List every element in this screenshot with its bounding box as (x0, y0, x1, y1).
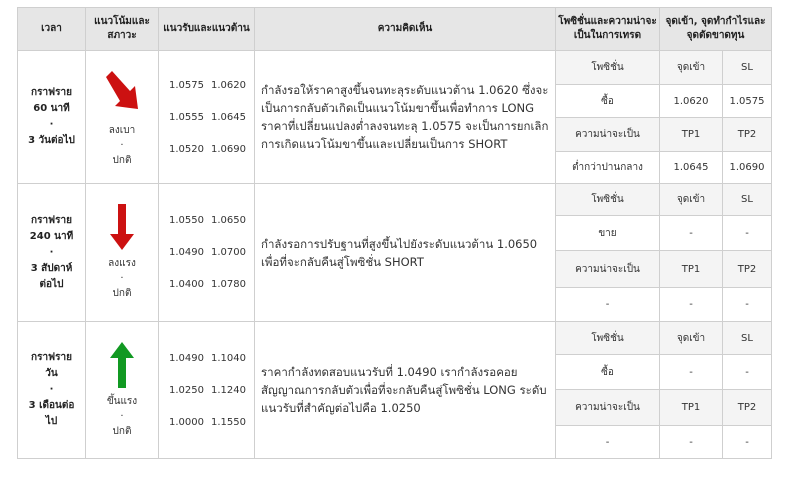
support-value: 1.0000 (169, 416, 204, 428)
timeframe-line: กราฟราย (31, 352, 72, 363)
trade-value-cell: - (660, 426, 723, 459)
level-pair (159, 205, 254, 237)
comment-cell: กำลังรอให้ราคาสูงขึ้นจนทะลุระดับแนวต้าน 1.0620 ซึ่งจะเป็นการกลับตัวเกิดเป็นแนวโน้มขาขึ้นเพื่อทำการ LONG ราคาที่เปลี่ยนแปลงต่ำลงจนทะลุ 1.0575 จะเป็นการยกเลิกการเกิดแนวโน้มขาขึ้นและเปลี่ยนเป็นการ SHORT (255, 51, 556, 184)
timeframe-line: ต่อไป (39, 278, 64, 290)
header-levels: แนวรับและแนวต้าน (159, 8, 255, 51)
resistance-value: 1.1040 (211, 352, 246, 364)
timeframe-cell (18, 51, 86, 184)
timeframe-line: · (49, 119, 54, 130)
table-row (18, 322, 772, 355)
resistance-value: 1.0620 (211, 79, 246, 91)
trade-label-cell: ซื้อ (556, 85, 660, 118)
trend-cell (86, 184, 159, 322)
timeframe-line: 3 สัปดาห์ (30, 262, 73, 274)
trend-text: ลงแรง (108, 258, 136, 269)
support-value: 1.0400 (169, 279, 204, 290)
timeframe-line: 3 เดือนต่อ (28, 400, 75, 411)
trade-value-cell: TP1 (660, 118, 723, 152)
header-position: โพซิชั่นและความน่าจะเป็นในการเทรด (556, 8, 660, 51)
trade-value-cell: 1.0620 (660, 85, 723, 118)
trend-text: · (120, 411, 124, 422)
trade-value-cell: จุดเข้า (660, 184, 723, 216)
timeframe-line: กราฟราย (31, 87, 72, 98)
arrow-up-icon (86, 336, 158, 394)
levels-cell (159, 322, 255, 459)
trade-value-cell: - (723, 355, 772, 390)
trend-text: · (120, 273, 124, 284)
trend-cell (86, 51, 159, 184)
trade-value-cell: - (723, 426, 772, 459)
trade-value-cell: TP2 (723, 118, 772, 152)
support-value: 1.0550 (169, 215, 204, 226)
resistance-value: 1.0690 (211, 143, 246, 155)
trade-value-cell: TP1 (660, 390, 723, 426)
timeframe-cell (18, 322, 86, 459)
trade-value-cell: 1.0645 (660, 152, 723, 184)
support-value: 1.0555 (169, 111, 204, 123)
arrow-down-icon (86, 198, 158, 256)
timeframe-line: · (49, 384, 54, 395)
resistance-value: 1.1550 (211, 416, 246, 428)
trade-value-cell: TP1 (660, 251, 723, 288)
trade-value-cell: - (723, 288, 772, 322)
level-pair (159, 342, 254, 374)
header-trend: แนวโน้มและสภาวะ (86, 8, 159, 51)
level-pair (159, 237, 254, 269)
trade-label-cell: - (556, 288, 660, 322)
level-pair (159, 69, 254, 101)
timeframe-line: กราฟราย (31, 214, 72, 226)
trade-value-cell: - (660, 288, 723, 322)
trade-label-cell: ความน่าจะเป็น (556, 118, 660, 152)
trade-value-cell: - (660, 355, 723, 390)
comment-cell: กำลังรอการปรับฐานที่สูงขึ้นไปยังระดับแนวต้าน 1.0650 เพื่อที่จะกลับคืนสู่โพซิชั่น SHORT (255, 184, 556, 322)
level-pair (159, 374, 254, 406)
table-row (18, 184, 772, 216)
level-pair (159, 269, 254, 301)
support-value: 1.0490 (169, 352, 204, 364)
trade-value-cell: TP2 (723, 251, 772, 288)
trade-value-cell: SL (723, 184, 772, 216)
header-entry: จุดเข้า, จุดทำกำไรและจุดตัดขาดทุน (660, 8, 772, 51)
trade-value-cell: SL (723, 51, 772, 85)
trend-text: · (120, 140, 124, 151)
header-time: เวลา (18, 8, 86, 51)
trade-value-cell: - (723, 216, 772, 251)
timeframe-line: วัน (45, 368, 58, 379)
timeframe-line: · (49, 246, 54, 258)
trade-label-cell: ต่ำกว่าปานกลาง (556, 152, 660, 184)
trade-label-cell: - (556, 426, 660, 459)
trade-value-cell: 1.0690 (723, 152, 772, 184)
level-pair (159, 406, 254, 438)
resistance-value: 1.0645 (211, 111, 246, 123)
timeframe-line: ไป (45, 416, 58, 427)
support-value: 1.0250 (169, 384, 204, 396)
trade-label-cell: โพซิชั่น (556, 184, 660, 216)
trade-value-cell: - (660, 216, 723, 251)
trade-label-cell: โพซิชั่น (556, 51, 660, 85)
timeframe-line: 3 วันต่อไป (28, 135, 75, 146)
trade-label-cell: ซื้อ (556, 355, 660, 390)
trade-value-cell: 1.0575 (723, 85, 772, 118)
trade-value-cell: จุดเข้า (660, 322, 723, 355)
timeframe-line: 60 นาที (33, 103, 70, 114)
resistance-value: 1.0650 (211, 215, 246, 226)
trend-text: ลงเบา (108, 125, 136, 136)
trade-value-cell: TP2 (723, 390, 772, 426)
trend-text: ปกติ (112, 426, 132, 437)
trade-value-cell: จุดเข้า (660, 51, 723, 85)
arrow-down-right-icon (86, 65, 158, 123)
table-row (18, 51, 772, 85)
trend-text: ขึ้นแรง (106, 396, 138, 407)
trade-label-cell: ขาย (556, 216, 660, 251)
trend-text: ปกติ (112, 288, 132, 299)
forecast-table (17, 7, 772, 459)
support-value: 1.0520 (169, 143, 204, 155)
header-row (18, 8, 772, 51)
trend-text: ปกติ (112, 155, 132, 166)
trade-label-cell: โพซิชั่น (556, 322, 660, 355)
comment-cell: ราคากำลังทดสอบแนวรับที่ 1.0490 เรากำลังรอคอยสัญญาณการกลับตัวเพื่อที่จะกลับคืนสู่โพซิชั่น LONG ระดับแนวรับที่สำคัญต่อไปคือ 1.0250 (255, 322, 556, 459)
level-pair (159, 101, 254, 133)
level-pair (159, 133, 254, 165)
resistance-value: 1.0780 (211, 279, 246, 290)
trade-value-cell: SL (723, 322, 772, 355)
resistance-value: 1.1240 (211, 384, 246, 396)
trend-cell (86, 322, 159, 459)
support-value: 1.0490 (169, 247, 204, 258)
trade-label-cell: ความน่าจะเป็น (556, 390, 660, 426)
resistance-value: 1.0700 (211, 247, 246, 258)
levels-cell (159, 184, 255, 322)
timeframe-cell (18, 184, 86, 322)
support-value: 1.0575 (169, 79, 204, 91)
trade-label-cell: ความน่าจะเป็น (556, 251, 660, 288)
timeframe-line: 240 นาที (29, 230, 74, 242)
levels-cell (159, 51, 255, 184)
header-comment: ความคิดเห็น (255, 8, 556, 51)
